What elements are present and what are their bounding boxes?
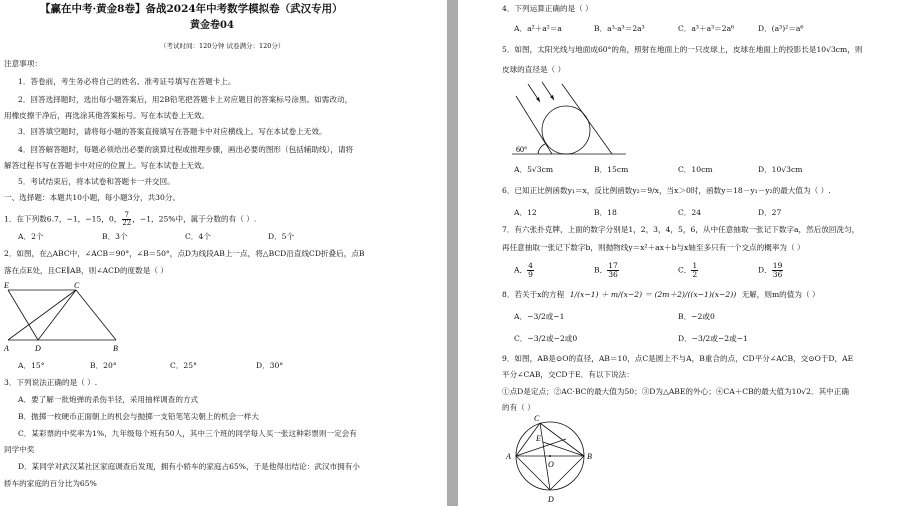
q5-line1: 5．如图，太阳光线与地面成60°的角，照射在地面上的一只皮球上，皮球在地面上的投影长是10√3cm，则 — [502, 45, 863, 54]
q8-option-a[interactable]: A．−3/2或−1 — [514, 312, 565, 321]
q9-line4: 的有（ ） — [502, 403, 535, 412]
q9-label-e: E — [536, 434, 541, 443]
q8-option-b[interactable]: B．−2或0 — [678, 312, 715, 321]
section-heading: 一、选择题：本题共10小题，每小题3分，共30分。 — [4, 193, 181, 202]
q7-option-b[interactable]: B． $\frac{17}{36}$ — [594, 261, 618, 279]
q1-option-d[interactable]: D．5个 — [268, 232, 295, 241]
q4-option-c[interactable]: C．a³＋a³＝2a⁶ — [678, 24, 735, 33]
q3-option-d[interactable]: D．某同学对武汉某社区家庭调查后发现，拥有小轿车的家庭占65%，于是他得出结论：武汉市拥有小 — [18, 462, 360, 471]
q2-option-b[interactable]: B．20° — [90, 361, 117, 370]
q2-label-d: D — [35, 344, 41, 353]
q8-option-d[interactable]: D．−3/2或−2或−1 — [678, 334, 748, 343]
q7-line1: 7．有六张扑克牌，上面的数字分别是1，2，3，4，5，6，从中任意抽取一张记下数字a，然后放回洗匀， — [502, 225, 860, 234]
q1-stem: 1．在下列数6.7，−1，−15，0， $\frac{7}{22}$ ，−1，25%中，属于分数的有（ ）. — [4, 211, 257, 227]
left-page — [0, 0, 447, 506]
q3-option-c-cont: 同学中奖 — [4, 445, 35, 454]
right-page — [458, 0, 900, 506]
q9-label-a: A — [506, 452, 511, 461]
q8-stem: 8．若关于x的方程 1/(x−1) ＋ m/(x−2) ＝ (2m＋2)/((x−1)(x−2)) 无解，则m的值为（ ） — [502, 290, 820, 299]
q6-stem: 6．已知正比例函数y₁＝x，反比例函数y₂＝9/x，当x＞0时，函数y＝18－y₁－y₂的最大值为（ ）. — [502, 186, 831, 195]
exam-subtitle: 黄金卷04 — [190, 20, 234, 31]
q8-option-c[interactable]: C．−3/2或−2或0 — [514, 334, 578, 343]
q9-line2: 平分∠CAB，交CD于E．有以下说法： — [502, 370, 634, 379]
q3-option-a[interactable]: A．要了解一批炮弹的杀伤半径，采用抽样调查的方式 — [18, 395, 199, 404]
q8-equation: 1/(x−1) ＋ m/(x−2) ＝ (2m＋2)/((x−1)(x−2)) — [569, 290, 737, 299]
q4-stem: 4．下列运算正确的是（ ） — [502, 4, 593, 13]
note-2: 2．回答选择题时，选出每小题答案后，用2B铅笔把答题卡上对应题目的答案标号涂黑。如需改动， — [18, 95, 353, 104]
note-5: 5．考试结束后，将本试卷和答题卡一并交回。 — [18, 177, 175, 186]
q5-option-a[interactable]: A．5√3cm — [514, 165, 554, 174]
q5-option-b[interactable]: B．15cm — [594, 165, 629, 174]
note-4: 4．回答解答题时，每题必须给出必要的演算过程或推理步骤，画出必要的图形（包括辅助线），请将 — [18, 145, 354, 154]
q9-label-b: B — [587, 452, 592, 461]
q1-option-b[interactable]: B．3个 — [102, 232, 128, 241]
q3-option-b[interactable]: B．抛掷一枚硬币正面朝上的机会与抛掷一支铅笔笔尖朝上的机会一样大 — [18, 412, 259, 421]
q6-option-d[interactable]: D．27 — [758, 208, 782, 217]
q5-angle-label: 60° — [516, 145, 528, 154]
q2-option-d[interactable]: D．30° — [256, 361, 284, 370]
q9-line1: 9．如图，AB是⊙O的直径，AB＝10，点C是圆上不与A，B重合的点，CD平分∠ACB，交⊙O于D，AE — [502, 354, 854, 363]
q6-option-b[interactable]: B．18 — [594, 208, 617, 217]
note-3: 3．回答填空题时，请将每小题的答案直接填写在答题卡中对应横线上。写在本试卷上无效。 — [18, 127, 327, 136]
q2-label-c: C — [74, 281, 80, 290]
q2-option-c[interactable]: C．25° — [170, 361, 197, 370]
q5-option-d[interactable]: D．10√3cm — [758, 165, 803, 174]
q3-stem: 3．下列说法正确的是（ ）. — [4, 378, 98, 387]
q9-label-o: O — [548, 460, 554, 469]
q5-option-c[interactable]: C．10cm — [678, 165, 713, 174]
q2-option-a[interactable]: A．15° — [18, 361, 45, 370]
q9-label-c: C — [534, 414, 540, 423]
q1-option-c[interactable]: C．4个 — [185, 232, 211, 241]
q2-line2: 落在点E处，且CE∥AB，则∠ACD的度数是（ ） — [4, 266, 168, 275]
exam-title: 【赢在中考·黄金8卷】备战2024年中考数学模拟卷（武汉专用） — [40, 3, 343, 15]
notes-heading: 注意事项： — [4, 59, 42, 68]
q6-option-c[interactable]: C．24 — [678, 208, 702, 217]
note-1: 1．答卷前，考生务必将自己的姓名、准考证号填写在答题卡上。 — [18, 77, 236, 86]
q7-line2: 再任意抽取一张记下数字b，则抛物线y＝x²＋ax＋b与x轴至多只有一个交点的概率为（ ） — [502, 243, 805, 252]
q9-figure — [506, 413, 608, 505]
q6-option-a[interactable]: A．12 — [514, 208, 537, 217]
q3-option-d-cont: 轿车的家庭的百分比为65% — [4, 479, 97, 488]
q9-label-d: D — [548, 495, 554, 504]
q5-figure — [508, 78, 628, 160]
q3-option-c[interactable]: C．某彩票的中奖率为1%，九年级每个班有50人，其中三个班的同学每人买一张这种彩票则一定会有 — [18, 429, 357, 438]
exam-info: （考试时间：120分钟 试卷满分：120分） — [160, 42, 285, 50]
note-4-cont: 解答过程书写在答题卡中对应的位置上。写在本试卷上无效。 — [4, 161, 210, 170]
q4-option-a[interactable]: A．a²＋a²＝a — [514, 24, 562, 33]
q1-option-a[interactable]: A．2个 — [18, 232, 44, 241]
q5-line2: 皮球的直径是（ ） — [502, 65, 566, 74]
q4-option-b[interactable]: B．a³·a³＝2a³ — [594, 24, 645, 33]
note-2-cont: 用橡皮擦干净后，再选涂其他答案标号。写在本试卷上无效。 — [4, 111, 210, 120]
q4-option-d[interactable]: D．(a³)²＝a⁶ — [758, 24, 804, 33]
q7-option-d[interactable]: D． $\frac{19}{36}$ — [758, 261, 783, 279]
q2-label-b: B — [113, 344, 118, 353]
q2-label-a: A — [4, 344, 9, 353]
q7-option-a[interactable]: A． $\frac{4}{9}$ — [514, 261, 533, 279]
q9-line3: ①点D是定点；②AC·BC的最大值为50；③D为△ABE的外心；④CA＋CB的最大值为10√2．其中正确 — [502, 387, 849, 396]
q7-option-c[interactable]: C． $\frac{1}{2}$ — [678, 261, 698, 279]
q2-line1: 2．如图，在△ABC中，∠ACB＝90°，∠B＝50°，点D为线段AB上一点，将△BCD沿直线CD折叠后，点B — [4, 249, 365, 258]
q2-label-e: E — [4, 281, 9, 290]
q2-figure — [2, 280, 132, 354]
